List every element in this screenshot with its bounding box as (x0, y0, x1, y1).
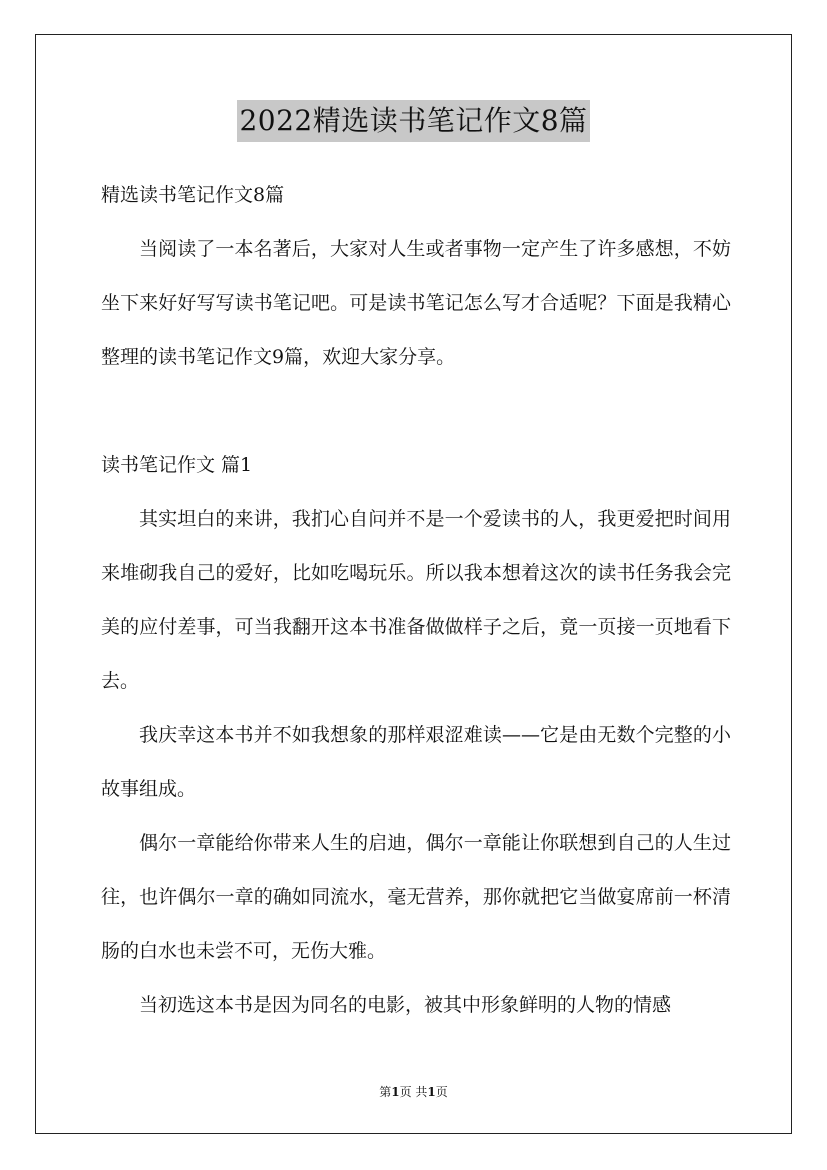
body-paragraph: 其实坦白的来讲，我扪心自问并不是一个爱读书的人，我更爱把时间用来堆砌我自己的爱好，比如吃喝玩乐。所以我本想着这次的读书任务我会完美的应付差事，可当我翻开这本书准备做做样子之后，竟一页接一页地看下去。 (101, 508, 731, 692)
document-body (101, 168, 731, 1032)
footer-page-number: 1 (391, 1085, 400, 1099)
footer-prefix: 第 (379, 1085, 392, 1099)
footer-mid: 页 共 (399, 1085, 428, 1099)
document-subtitle: 精选读书笔记作文8篇 (101, 184, 285, 206)
body-paragraph: 当初选这本书是因为同名的电影，被其中形象鲜明的人物的情感 (139, 994, 672, 1016)
footer-total-pages: 1 (427, 1085, 436, 1099)
section-spacer (101, 384, 731, 438)
document-title: 2022精选读书笔记作文8篇 (237, 100, 589, 142)
body-paragraph: 我庆幸这本书并不如我想象的那样艰涩难读——它是由无数个完整的小故事组成。 (101, 724, 731, 800)
footer-suffix: 页 (435, 1085, 448, 1099)
title-wrapper (0, 100, 827, 142)
page-footer (0, 1083, 827, 1101)
section-heading: 读书笔记作文 篇1 (101, 454, 253, 476)
body-paragraph: 偶尔一章能给你带来人生的启迪，偶尔一章能让你联想到自己的人生过往，也许偶尔一章的确如同流水，毫无营养，那你就把它当做宴席前一杯清肠的白水也未尝不可，无伤大雅。 (101, 832, 731, 962)
intro-paragraph: 当阅读了一本名著后，大家对人生或者事物一定产生了许多感想，不妨坐下来好好写写读书笔记吧。可是读书笔记怎么写才合适呢？下面是我精心整理的读书笔记作文9篇，欢迎大家分享。 (101, 238, 731, 368)
